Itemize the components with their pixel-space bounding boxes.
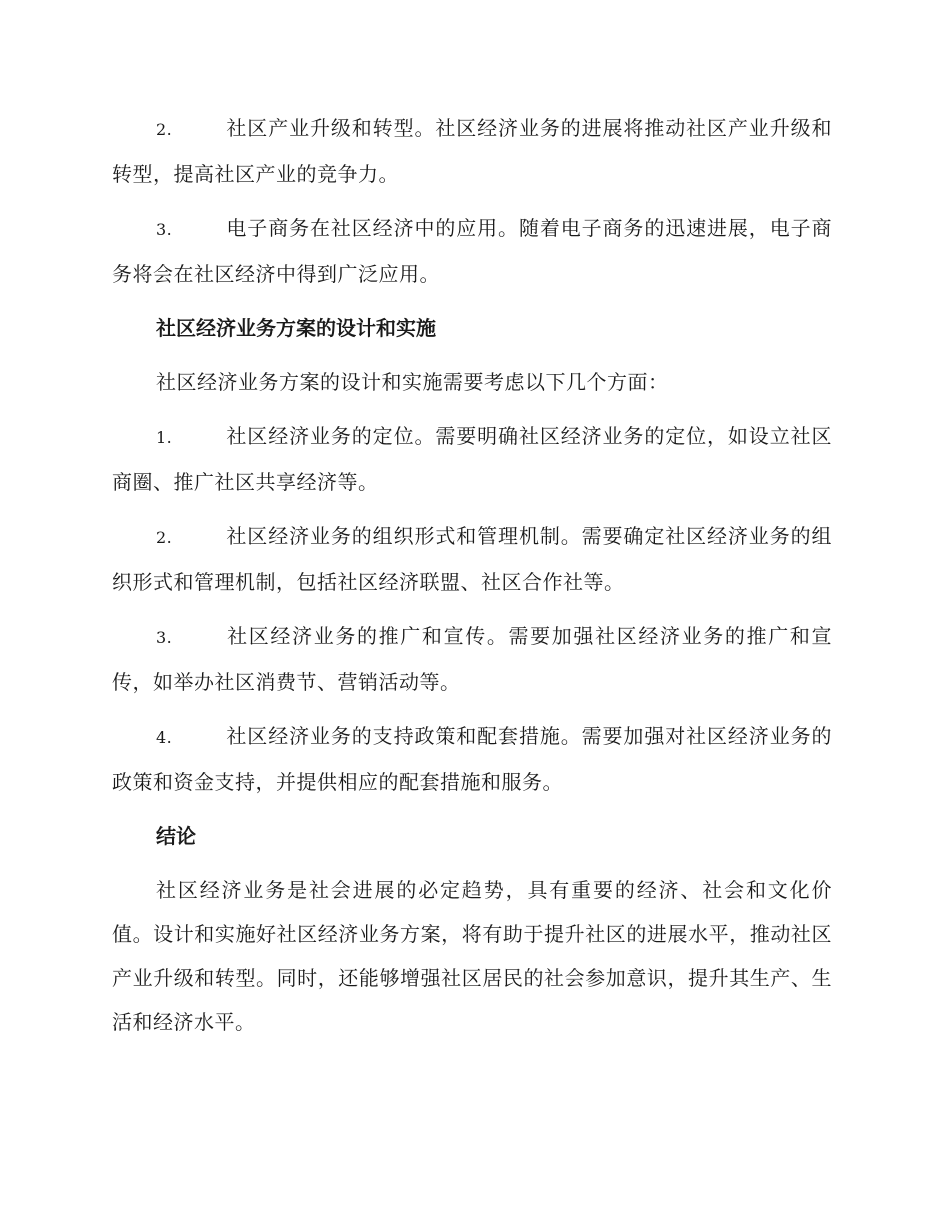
list-item-number: 2. — [156, 528, 173, 547]
section-heading-conclusion: 结论 — [156, 824, 196, 848]
document-body — [112, 106, 832, 1054]
list-item-text: 电子商务在社区经济中的应用。随着电子商务的迅速进展，电子商务将会在社区经济中得到广泛应用。 — [112, 216, 832, 286]
list-item — [112, 414, 832, 504]
list-item-number: 2. — [156, 120, 173, 139]
list-item — [112, 206, 832, 296]
list-item-text: 社区产业升级和转型。社区经济业务的进展将推动社区产业升级和转型，提高社区产业的竞争力。 — [112, 116, 832, 186]
section-intro: 社区经济业务方案的设计和实施需要考虑以下几个方面： — [156, 370, 669, 394]
list-item — [112, 106, 832, 196]
list-item-number: 4. — [156, 728, 173, 747]
list-item-number: 3. — [156, 220, 173, 239]
list-item-text: 社区经济业务的定位。需要明确社区经济业务的定位，如设立社区商圈、推广社区共享经济等。 — [112, 424, 832, 494]
list-item-text: 社区经济业务的推广和宣传。需要加强社区经济业务的推广和宣传，如举办社区消费节、营销活动等。 — [112, 624, 832, 694]
list-item — [112, 614, 832, 704]
list-item-number: 3. — [156, 628, 173, 647]
list-item — [112, 714, 832, 804]
list-item-text: 社区经济业务的组织形式和管理机制。需要确定社区经济业务的组织形式和管理机制，包括社区经济联盟、社区合作社等。 — [112, 524, 832, 594]
conclusion-paragraph: 社区经济业务是社会进展的必定趋势，具有重要的经济、社会和文化价值。设计和实施好社区经济业务方案，将有助于提升社区的进展水平，推动社区产业升级和转型。同时，还能够增强社区居民的社会参加意识，提升其生产、生活和经济水平。 — [112, 878, 832, 1034]
list-item-text: 社区经济业务的支持政策和配套措施。需要加强对社区经济业务的政策和资金支持，并提供相应的配套措施和服务。 — [112, 724, 832, 794]
list-item-number: 1. — [156, 428, 173, 447]
list-item — [112, 514, 832, 604]
section-heading-design: 社区经济业务方案的设计和实施 — [156, 316, 436, 340]
